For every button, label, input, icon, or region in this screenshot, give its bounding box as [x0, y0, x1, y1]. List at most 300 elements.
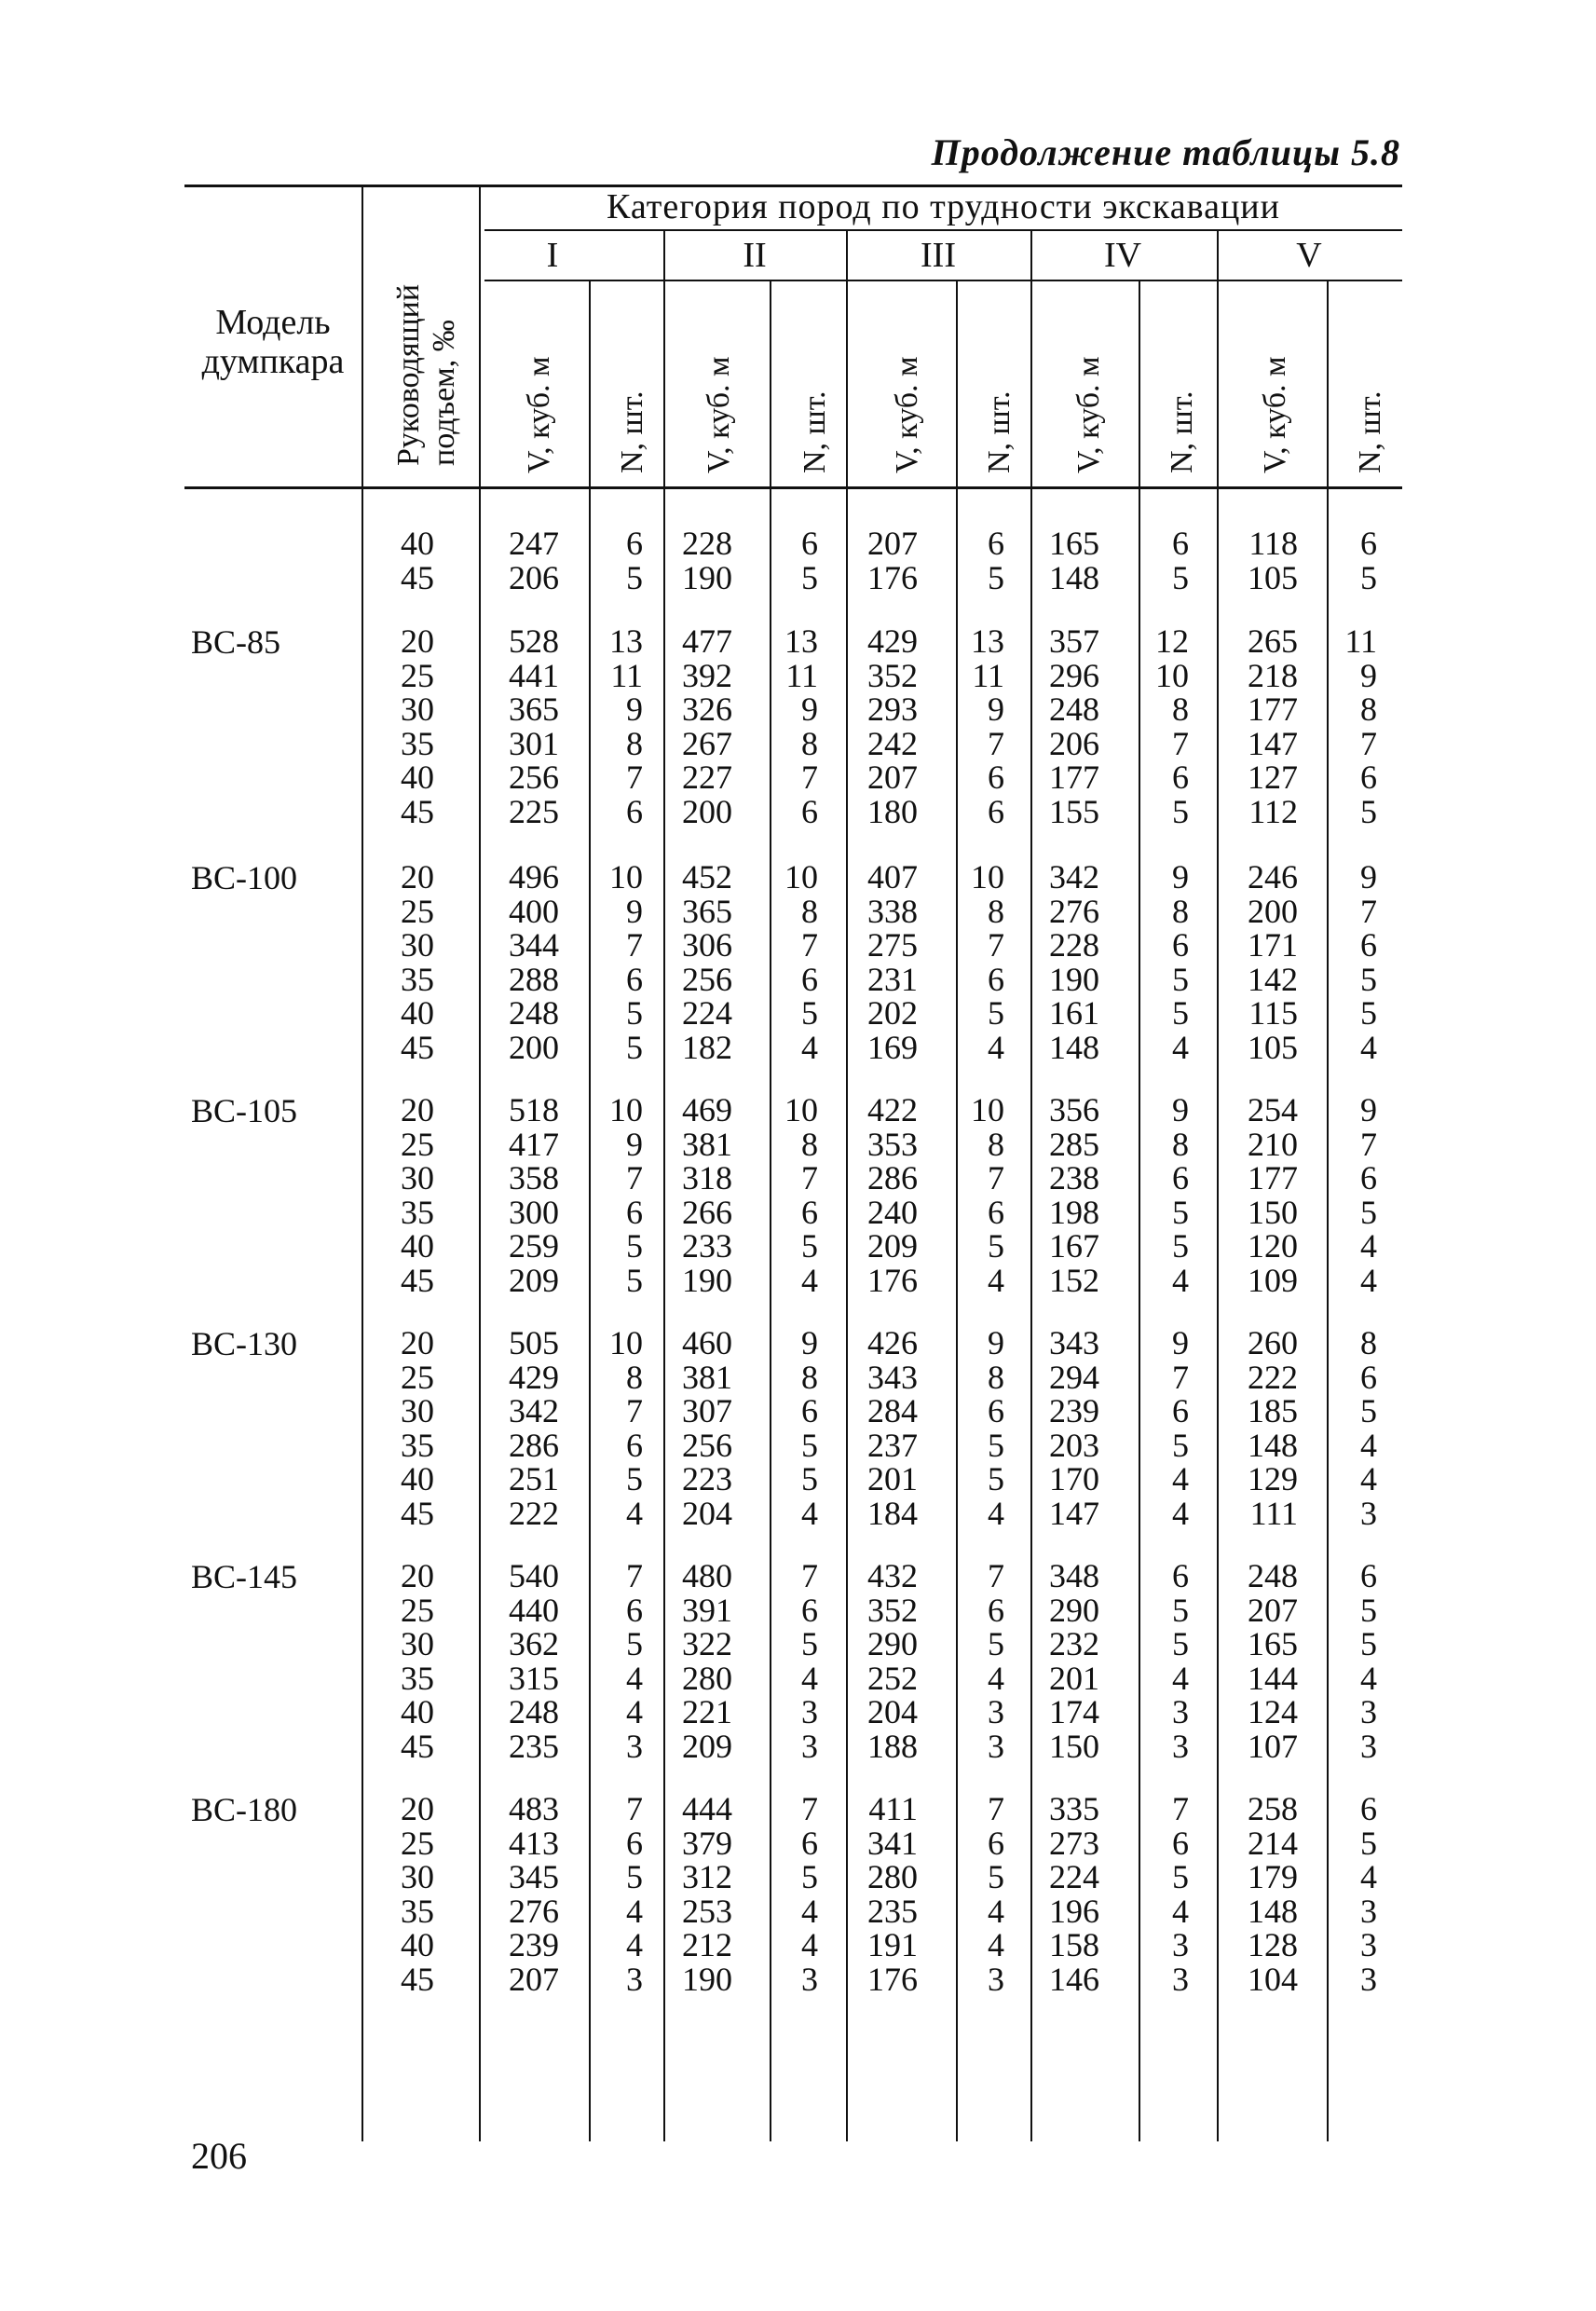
n-cell: 7 — [1172, 1358, 1189, 1396]
v-cell: 260 — [1248, 1324, 1298, 1361]
n-cell: 6 — [1172, 1557, 1189, 1594]
v-cell: 252 — [867, 1659, 918, 1697]
v-cell: 246 — [1248, 858, 1298, 896]
n-cell: 4 — [988, 1261, 1004, 1299]
n-cell: 5 — [988, 1460, 1004, 1497]
v-cell: 256 — [509, 759, 559, 796]
v-cell: 275 — [867, 926, 918, 964]
v-cell: 417 — [509, 1125, 559, 1163]
n-cell: 11 — [785, 656, 818, 694]
n-cell: 5 — [801, 1227, 818, 1265]
n-cell: 6 — [1172, 926, 1189, 964]
n-cell: 6 — [801, 1193, 818, 1231]
v-cell: 381 — [682, 1125, 732, 1163]
n-cell: 6 — [1172, 1159, 1189, 1197]
model-label: ВС-130 — [191, 1325, 298, 1362]
n-cell: 9 — [626, 892, 643, 930]
n-cell: 3 — [1172, 1960, 1189, 1998]
n-cell: 7 — [988, 724, 1004, 762]
n-cell: 5 — [626, 994, 643, 1032]
n-cell: 13 — [971, 622, 1004, 660]
v-cell: 353 — [867, 1125, 918, 1163]
v-header-1: V, куб. м — [522, 356, 556, 473]
v-cell: 190 — [1049, 960, 1099, 998]
v-cell: 200 — [509, 1028, 559, 1066]
n-cell: 9 — [1172, 858, 1189, 896]
v-cell: 209 — [682, 1727, 732, 1765]
n-cell: 6 — [1360, 1358, 1377, 1396]
v-cell: 209 — [867, 1227, 918, 1265]
n-cell: 5 — [1172, 1227, 1189, 1265]
n-cell: 9 — [1360, 656, 1377, 694]
n-cell: 6 — [1360, 926, 1377, 964]
n-cell: 13 — [609, 622, 643, 660]
v-cell: 407 — [867, 858, 918, 896]
v-cell: 196 — [1049, 1892, 1099, 1930]
n-cell: 4 — [626, 1494, 643, 1532]
v-cell: 290 — [1049, 1591, 1099, 1629]
v-cell: 280 — [867, 1858, 918, 1895]
grade-cell: 20 — [401, 1324, 434, 1361]
v-cell: 348 — [1049, 1557, 1099, 1594]
v-cell: 188 — [867, 1727, 918, 1765]
n-cell: 9 — [1360, 858, 1377, 896]
n-cell: 4 — [988, 1926, 1004, 1963]
n-cell: 7 — [801, 1557, 818, 1594]
grade-cell: 25 — [401, 1125, 434, 1163]
v-cell: 206 — [509, 558, 559, 596]
n-cell: 4 — [626, 1926, 643, 1963]
n-cell: 6 — [1360, 1790, 1377, 1827]
n-cell: 7 — [626, 759, 643, 796]
v-cell: 352 — [867, 1591, 918, 1629]
v-cell: 496 — [509, 858, 559, 896]
grade-cell: 20 — [401, 1091, 434, 1128]
v-cell: 343 — [867, 1358, 918, 1396]
v-cell: 129 — [1248, 1460, 1298, 1497]
n-cell: 8 — [988, 892, 1004, 930]
n-cell: 10 — [609, 1324, 643, 1361]
n-cell: 7 — [988, 1557, 1004, 1594]
n-header-2: N, шт. — [798, 390, 832, 473]
v-cell: 248 — [509, 994, 559, 1032]
v-cell: 301 — [509, 724, 559, 762]
n-cell: 6 — [988, 1591, 1004, 1629]
v-cell: 352 — [867, 656, 918, 694]
n-cell: 5 — [626, 1625, 643, 1662]
n-cell: 7 — [1360, 892, 1377, 930]
v-cell: 206 — [1049, 724, 1099, 762]
grade-cell: 40 — [401, 1227, 434, 1265]
n-cell: 6 — [988, 792, 1004, 830]
n-cell: 4 — [1172, 1028, 1189, 1066]
v-cell: 210 — [1248, 1125, 1298, 1163]
v-cell: 358 — [509, 1159, 559, 1197]
v-cell: 300 — [509, 1193, 559, 1231]
n-cell: 9 — [1172, 1324, 1189, 1361]
model-label: ВС-105 — [191, 1092, 298, 1129]
n-cell: 9 — [801, 691, 818, 728]
n-cell: 5 — [1172, 1426, 1189, 1464]
grade-cell: 40 — [401, 525, 434, 562]
v-cell: 315 — [509, 1659, 559, 1697]
v-cell: 318 — [682, 1159, 732, 1197]
n-cell: 5 — [801, 558, 818, 596]
v-cell: 247 — [509, 525, 559, 562]
n-cell: 6 — [801, 525, 818, 562]
v-cell: 148 — [1248, 1892, 1298, 1930]
v-cell: 239 — [509, 1926, 559, 1963]
v-cell: 251 — [509, 1460, 559, 1497]
v-cell: 256 — [682, 960, 732, 998]
grade-cell: 25 — [401, 892, 434, 930]
v-cell: 202 — [867, 994, 918, 1032]
n-cell: 7 — [988, 1159, 1004, 1197]
v-cell: 286 — [867, 1159, 918, 1197]
page-number: 206 — [191, 2135, 247, 2177]
v-cell: 224 — [682, 994, 732, 1032]
n-cell: 5 — [1172, 1193, 1189, 1231]
n-cell: 5 — [626, 1858, 643, 1895]
v-cell: 120 — [1248, 1227, 1298, 1265]
n-cell: 6 — [988, 960, 1004, 998]
n-cell: 5 — [1172, 960, 1189, 998]
header-bottom-rule — [184, 486, 1402, 489]
n-cell: 4 — [1172, 1659, 1189, 1697]
v-cell: 112 — [1248, 792, 1298, 830]
n-cell: 12 — [1155, 622, 1189, 660]
grade-cell: 35 — [401, 1659, 434, 1697]
grade-cell: 30 — [401, 1392, 434, 1429]
v-cell: 233 — [682, 1227, 732, 1265]
n-header-4: N, шт. — [1165, 390, 1199, 473]
n-cell: 4 — [801, 1659, 818, 1697]
v-cell: 441 — [509, 656, 559, 694]
v-cell: 341 — [867, 1824, 918, 1862]
n-cell: 5 — [1172, 558, 1189, 596]
n-cell: 7 — [988, 926, 1004, 964]
n-cell: 5 — [988, 1426, 1004, 1464]
n-cell: 6 — [988, 525, 1004, 562]
v-cell: 276 — [509, 1892, 559, 1930]
n-cell: 9 — [1360, 1091, 1377, 1128]
category-label-2: II — [743, 236, 767, 275]
v-cell: 452 — [682, 858, 732, 896]
v-cell: 107 — [1248, 1727, 1298, 1765]
grade-cell: 30 — [401, 926, 434, 964]
grade-cell: 35 — [401, 1892, 434, 1930]
n-cell: 4 — [1360, 1659, 1377, 1697]
n-cell: 4 — [988, 1028, 1004, 1066]
n-cell: 8 — [801, 1125, 818, 1163]
n-cell: 6 — [1172, 1824, 1189, 1862]
n-cell: 10 — [784, 1091, 818, 1128]
n-cell: 6 — [626, 960, 643, 998]
grade-cell: 40 — [401, 759, 434, 796]
grade-header-line2: подъем, ‰ — [427, 320, 461, 466]
grade-cell: 20 — [401, 622, 434, 660]
v-cell: 288 — [509, 960, 559, 998]
n-cell: 4 — [1360, 1028, 1377, 1066]
v-cell: 127 — [1248, 759, 1298, 796]
n-cell: 5 — [1360, 960, 1377, 998]
n-cell: 5 — [1360, 1193, 1377, 1231]
n-cell: 11 — [972, 656, 1004, 694]
n-cell: 4 — [1172, 1892, 1189, 1930]
n-cell: 8 — [801, 724, 818, 762]
n-cell: 6 — [1360, 525, 1377, 562]
n-cell: 7 — [626, 1557, 643, 1594]
v-cell: 235 — [509, 1727, 559, 1765]
n-cell: 3 — [988, 1960, 1004, 1998]
v-cell: 528 — [509, 622, 559, 660]
v-cell: 105 — [1248, 558, 1298, 596]
n-cell: 4 — [1360, 1227, 1377, 1265]
v-cell: 115 — [1248, 994, 1298, 1032]
n-cell: 8 — [1172, 1125, 1189, 1163]
n-cell: 6 — [626, 1824, 643, 1862]
n-cell: 6 — [988, 1193, 1004, 1231]
grade-cell: 30 — [401, 691, 434, 728]
v-cell: 190 — [682, 558, 732, 596]
n-header-1: N, шт. — [615, 390, 649, 473]
v-cell: 212 — [682, 1926, 732, 1963]
v-cell: 357 — [1049, 622, 1099, 660]
grade-cell: 25 — [401, 1358, 434, 1396]
n-cell: 3 — [626, 1960, 643, 1998]
n-cell: 7 — [1172, 724, 1189, 762]
v-cell: 150 — [1049, 1727, 1099, 1765]
n-cell: 4 — [1172, 1261, 1189, 1299]
v-cell: 190 — [682, 1261, 732, 1299]
grade-cell: 40 — [401, 1926, 434, 1963]
col-rule-grade-left — [361, 185, 363, 2141]
n-cell: 6 — [626, 1591, 643, 1629]
n-cell: 10 — [1155, 656, 1189, 694]
grade-cell: 20 — [401, 1557, 434, 1594]
v-cell: 365 — [509, 691, 559, 728]
n-cell: 4 — [1360, 1261, 1377, 1299]
v-cell: 338 — [867, 892, 918, 930]
v-cell: 440 — [509, 1591, 559, 1629]
v-cell: 167 — [1049, 1227, 1099, 1265]
n-cell: 7 — [1360, 724, 1377, 762]
n-cell: 6 — [1172, 759, 1189, 796]
grade-cell: 40 — [401, 1693, 434, 1730]
n-cell: 5 — [988, 1227, 1004, 1265]
v-cell: 222 — [509, 1494, 559, 1532]
n-cell: 3 — [1360, 1960, 1377, 1998]
col-rule-7 — [1139, 281, 1140, 2141]
v-cell: 460 — [682, 1324, 732, 1361]
n-cell: 5 — [626, 1261, 643, 1299]
n-cell: 7 — [626, 1392, 643, 1429]
n-cell: 4 — [1360, 1858, 1377, 1895]
n-cell: 6 — [1360, 1159, 1377, 1197]
n-cell: 5 — [626, 558, 643, 596]
n-cell: 7 — [1172, 1790, 1189, 1827]
n-cell: 5 — [1360, 1824, 1377, 1862]
v-header-5: V, куб. м — [1258, 356, 1292, 473]
model-label: ВС-145 — [191, 1558, 298, 1595]
grade-cell: 35 — [401, 960, 434, 998]
n-cell: 6 — [801, 792, 818, 830]
category-label-3: III — [921, 236, 956, 275]
v-cell: 142 — [1248, 960, 1298, 998]
v-cell: 242 — [867, 724, 918, 762]
n-cell: 7 — [801, 1790, 818, 1827]
n-cell: 3 — [988, 1727, 1004, 1765]
n-cell: 6 — [1172, 525, 1189, 562]
model-header: Модель думпкара — [201, 303, 345, 381]
v-cell: 444 — [682, 1790, 732, 1827]
v-cell: 256 — [682, 1426, 732, 1464]
n-cell: 8 — [626, 1358, 643, 1396]
n-cell: 7 — [1360, 1125, 1377, 1163]
n-cell: 5 — [1360, 558, 1377, 596]
v-cell: 209 — [509, 1261, 559, 1299]
n-cell: 7 — [801, 1159, 818, 1197]
v-cell: 232 — [1049, 1625, 1099, 1662]
n-cell: 8 — [801, 892, 818, 930]
model-label: ВС-180 — [191, 1791, 298, 1828]
v-cell: 184 — [867, 1494, 918, 1532]
v-cell: 228 — [1049, 926, 1099, 964]
n-cell: 11 — [1344, 622, 1377, 660]
v-header-3: V, куб. м — [890, 356, 924, 473]
n-cell: 5 — [1360, 1591, 1377, 1629]
n-cell: 8 — [1172, 691, 1189, 728]
v-cell: 413 — [509, 1824, 559, 1862]
v-cell: 290 — [867, 1625, 918, 1662]
v-cell: 150 — [1248, 1193, 1298, 1231]
n-cell: 4 — [801, 1494, 818, 1532]
v-cell: 165 — [1049, 525, 1099, 562]
v-cell: 342 — [1049, 858, 1099, 896]
n-cell: 5 — [801, 994, 818, 1032]
v-cell: 426 — [867, 1324, 918, 1361]
n-cell: 8 — [801, 1358, 818, 1396]
n-cell: 5 — [626, 1460, 643, 1497]
v-cell: 293 — [867, 691, 918, 728]
v-cell: 345 — [509, 1858, 559, 1895]
v-cell: 111 — [1249, 1494, 1298, 1532]
n-cell: 4 — [626, 1892, 643, 1930]
subcategory-rule — [484, 280, 1402, 281]
v-cell: 207 — [867, 525, 918, 562]
n-cell: 9 — [626, 1125, 643, 1163]
grade-cell: 30 — [401, 1858, 434, 1895]
v-cell: 200 — [1248, 892, 1298, 930]
grade-cell: 40 — [401, 994, 434, 1032]
v-cell: 400 — [509, 892, 559, 930]
n-cell: 10 — [609, 1091, 643, 1128]
col-rule-9 — [1327, 281, 1329, 2141]
n-cell: 3 — [1360, 1926, 1377, 1963]
v-cell: 180 — [867, 792, 918, 830]
model-label: ВС-100 — [191, 859, 298, 896]
v-cell: 200 — [682, 792, 732, 830]
n-cell: 3 — [1360, 1494, 1377, 1532]
col-rule-2 — [663, 231, 665, 2141]
v-cell: 284 — [867, 1392, 918, 1429]
v-cell: 280 — [682, 1659, 732, 1697]
n-cell: 9 — [988, 1324, 1004, 1361]
n-cell: 3 — [1172, 1926, 1189, 1963]
v-cell: 259 — [509, 1227, 559, 1265]
v-cell: 248 — [1248, 1557, 1298, 1594]
v-cell: 235 — [867, 1892, 918, 1930]
v-cell: 146 — [1049, 1960, 1099, 1998]
n-cell: 4 — [626, 1693, 643, 1730]
n-cell: 9 — [988, 691, 1004, 728]
v-cell: 104 — [1248, 1960, 1298, 1998]
n-cell: 7 — [801, 926, 818, 964]
v-cell: 148 — [1049, 558, 1099, 596]
grade-cell: 35 — [401, 1193, 434, 1231]
n-cell: 4 — [801, 1028, 818, 1066]
v-cell: 204 — [867, 1693, 918, 1730]
n-cell: 5 — [626, 1028, 643, 1066]
n-cell: 5 — [1172, 1625, 1189, 1662]
v-cell: 381 — [682, 1358, 732, 1396]
n-cell: 7 — [801, 759, 818, 796]
v-cell: 198 — [1049, 1193, 1099, 1231]
n-cell: 6 — [626, 1193, 643, 1231]
n-cell: 4 — [988, 1659, 1004, 1697]
n-cell: 10 — [609, 858, 643, 896]
n-cell: 3 — [1360, 1727, 1377, 1765]
category-label-5: V — [1296, 236, 1322, 275]
n-cell: 4 — [1360, 1460, 1377, 1497]
v-cell: 231 — [867, 960, 918, 998]
n-cell: 6 — [801, 960, 818, 998]
v-cell: 477 — [682, 622, 732, 660]
n-cell: 5 — [1172, 994, 1189, 1032]
v-cell: 179 — [1248, 1858, 1298, 1895]
n-cell: 5 — [801, 1858, 818, 1895]
category-rule — [484, 229, 1402, 231]
n-cell: 6 — [988, 759, 1004, 796]
v-cell: 225 — [509, 792, 559, 830]
grade-cell: 25 — [401, 1824, 434, 1862]
n-cell: 6 — [1172, 1392, 1189, 1429]
col-rule-4 — [846, 231, 848, 2141]
n-cell: 8 — [1172, 892, 1189, 930]
v-cell: 177 — [1049, 759, 1099, 796]
n-cell: 9 — [1172, 1091, 1189, 1128]
v-cell: 335 — [1049, 1790, 1099, 1827]
col-rule-grade-right — [479, 185, 481, 2141]
v-cell: 177 — [1248, 1159, 1298, 1197]
grade-cell: 45 — [401, 1261, 434, 1299]
n-cell: 7 — [626, 1790, 643, 1827]
n-cell: 7 — [626, 926, 643, 964]
n-cell: 6 — [626, 525, 643, 562]
n-cell: 3 — [1360, 1693, 1377, 1730]
grade-cell: 25 — [401, 656, 434, 694]
col-rule-1 — [589, 281, 591, 2141]
v-cell: 176 — [867, 1261, 918, 1299]
v-cell: 171 — [1248, 926, 1298, 964]
v-cell: 356 — [1049, 1091, 1099, 1128]
v-cell: 469 — [682, 1091, 732, 1128]
n-cell: 3 — [801, 1727, 818, 1765]
n-cell: 5 — [1360, 1625, 1377, 1662]
n-cell: 5 — [801, 1426, 818, 1464]
v-cell: 379 — [682, 1824, 732, 1862]
n-cell: 5 — [988, 994, 1004, 1032]
